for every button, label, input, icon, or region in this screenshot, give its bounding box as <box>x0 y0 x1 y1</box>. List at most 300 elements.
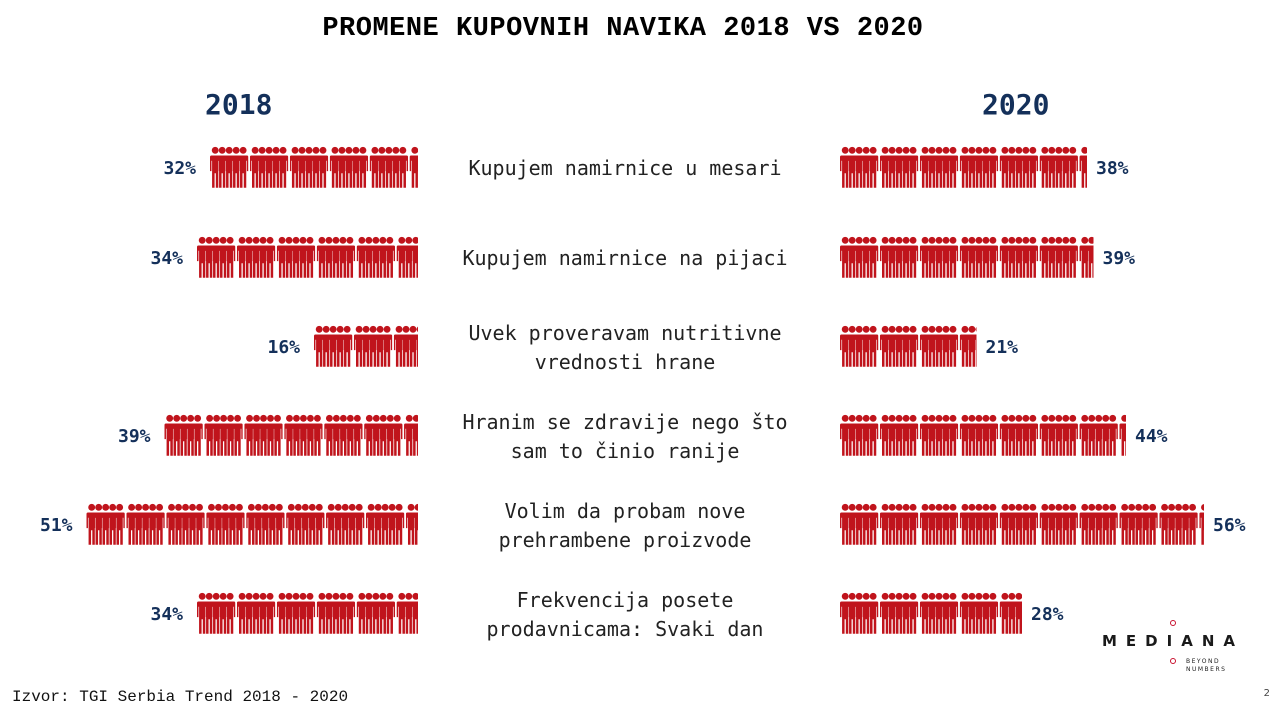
person-icon <box>908 415 918 456</box>
person-icon <box>1040 147 1050 188</box>
person-icon <box>311 147 321 188</box>
person-icon <box>277 593 287 634</box>
person-icon <box>173 504 183 545</box>
person-icon <box>364 237 374 278</box>
person-icon <box>861 415 871 456</box>
person-icon <box>382 326 392 367</box>
person-icon <box>411 593 421 634</box>
person-icon <box>358 147 368 188</box>
person-icon <box>385 593 395 634</box>
person-icon <box>93 504 103 545</box>
person-icon <box>187 504 197 545</box>
person-icon <box>868 147 878 188</box>
person-icon <box>1068 415 1078 456</box>
person-icon <box>166 504 176 545</box>
person-icon <box>894 504 904 545</box>
person-icon <box>894 593 904 634</box>
category-label: Kupujem namirnice na pijaci <box>462 246 788 270</box>
person-icon <box>1014 593 1024 634</box>
person-icon <box>941 593 951 634</box>
person-icon <box>880 504 890 545</box>
person-icon <box>418 237 428 278</box>
person-icon <box>1007 593 1017 634</box>
person-icon <box>192 415 202 456</box>
person-icon <box>894 147 904 188</box>
person-icon <box>1007 504 1017 545</box>
person-icon <box>392 415 402 456</box>
value-label-2018: 39% <box>117 426 151 447</box>
person-icon <box>210 147 220 188</box>
person-icon <box>1087 237 1097 278</box>
person-icon <box>324 237 334 278</box>
person-icon <box>304 147 314 188</box>
person-icon <box>1014 415 1024 456</box>
value-label-2018: 32% <box>163 158 196 179</box>
person-icon <box>246 504 256 545</box>
person-icon <box>861 504 871 545</box>
person-icon <box>250 147 260 188</box>
person-icon <box>974 593 984 634</box>
value-label-2018: 16% <box>267 337 300 358</box>
mediana-logo <box>1098 620 1248 676</box>
person-icon <box>854 415 864 456</box>
person-icon <box>868 237 878 278</box>
person-icon <box>278 147 288 188</box>
person-icon <box>934 504 944 545</box>
person-icon <box>840 593 850 634</box>
year-label-2018: 2018 <box>205 88 273 121</box>
person-icon <box>927 326 937 367</box>
person-icon <box>314 504 324 545</box>
person-icon <box>901 147 911 188</box>
person-icon <box>415 326 425 367</box>
person-icon <box>934 147 944 188</box>
person-icon <box>1007 237 1017 278</box>
person-icon <box>377 147 387 188</box>
person-icon <box>880 147 890 188</box>
category-label: vrednosti hrane <box>534 350 716 374</box>
category-label: Frekvencija posete <box>516 588 734 612</box>
logo-tagline: BEYOND NUMBERS <box>1186 658 1227 673</box>
category-label: sam to činio ranije <box>510 439 740 463</box>
person-icon <box>344 147 354 188</box>
person-icon <box>180 504 190 545</box>
person-icon <box>411 415 421 456</box>
person-icon <box>1087 415 1097 456</box>
person-icon <box>967 593 977 634</box>
person-icon <box>1061 147 1071 188</box>
person-icon <box>331 593 341 634</box>
person-icon <box>840 237 850 278</box>
person-icon <box>868 593 878 634</box>
person-icon <box>218 593 228 634</box>
person-icon <box>333 504 343 545</box>
person-icon <box>385 415 395 456</box>
value-label-2020: 21% <box>985 337 1019 358</box>
person-icon <box>908 147 918 188</box>
person-icon <box>291 415 301 456</box>
person-icon <box>934 237 944 278</box>
person-icon <box>321 326 331 367</box>
person-icon <box>887 326 897 367</box>
person-icon <box>330 147 340 188</box>
category-label: Hranim se zdravije nego što <box>462 410 788 434</box>
person-icon <box>375 326 385 367</box>
person-icon <box>894 326 904 367</box>
person-icon <box>1021 415 1031 456</box>
person-icon <box>217 147 227 188</box>
person-icon <box>948 504 958 545</box>
person-icon <box>154 504 164 545</box>
chart-row <box>40 499 1246 552</box>
person-icon <box>305 237 315 278</box>
person-icon <box>364 415 374 456</box>
person-icon <box>371 415 381 456</box>
person-icon <box>206 504 216 545</box>
logo-wordmark: MEDIANA <box>1102 632 1244 650</box>
person-icon <box>185 415 195 456</box>
person-icon <box>244 415 254 456</box>
bar-2018 <box>314 326 425 367</box>
person-icon <box>920 237 930 278</box>
person-icon <box>847 504 857 545</box>
value-label-2018: 34% <box>150 248 183 269</box>
person-icon <box>340 504 350 545</box>
person-icon <box>244 593 254 634</box>
person-icon <box>1140 504 1150 545</box>
person-icon <box>378 415 388 456</box>
person-icon <box>920 593 930 634</box>
person-icon <box>887 237 897 278</box>
person-icon <box>225 593 235 634</box>
person-icon <box>948 147 958 188</box>
person-icon <box>920 147 930 188</box>
person-icon <box>847 326 857 367</box>
person-icon <box>847 237 857 278</box>
chart-row <box>163 147 1128 188</box>
person-icon <box>417 147 427 188</box>
person-icon <box>385 237 395 278</box>
person-icon <box>408 326 418 367</box>
bar-2020 <box>840 147 1097 188</box>
person-icon <box>960 504 970 545</box>
person-icon <box>345 593 355 634</box>
person-icon <box>927 237 937 278</box>
person-icon <box>1107 415 1117 456</box>
person-icon <box>293 504 303 545</box>
person-icon <box>244 237 254 278</box>
person-icon <box>1133 504 1143 545</box>
person-icon <box>237 237 247 278</box>
person-icon <box>331 415 341 456</box>
person-icon <box>1054 147 1064 188</box>
person-icon <box>927 415 937 456</box>
bar-2020 <box>840 504 1210 545</box>
person-icon <box>264 147 274 188</box>
person-icon <box>1047 504 1057 545</box>
person-icon <box>1054 415 1064 456</box>
person-icon <box>331 237 341 278</box>
person-icon <box>1180 504 1190 545</box>
person-icon <box>297 147 307 188</box>
person-icon <box>1014 237 1024 278</box>
person-icon <box>1014 504 1024 545</box>
bar-2020 <box>840 237 1097 278</box>
person-icon <box>1173 504 1183 545</box>
person-icon <box>901 237 911 278</box>
person-icon <box>840 415 850 456</box>
person-icon <box>894 415 904 456</box>
person-icon <box>371 593 381 634</box>
person-icon <box>345 237 355 278</box>
person-icon <box>267 504 277 545</box>
person-icon <box>286 504 296 545</box>
person-icon <box>338 593 348 634</box>
person-icon <box>272 415 282 456</box>
person-icon <box>967 326 977 367</box>
person-icon <box>854 593 864 634</box>
person-icon <box>1000 415 1010 456</box>
person-icon <box>1094 415 1104 456</box>
person-icon <box>967 147 977 188</box>
person-icon <box>988 593 998 634</box>
person-icon <box>347 504 357 545</box>
person-icon <box>981 504 991 545</box>
person-icon <box>342 326 352 367</box>
person-icon <box>298 237 308 278</box>
person-icon <box>378 593 388 634</box>
bar-2018 <box>210 147 427 188</box>
source-note: Izvor: TGI Serbia Trend 2018 - 2020 <box>12 688 349 706</box>
person-icon <box>1080 147 1090 188</box>
value-label-2020: 44% <box>1135 426 1168 447</box>
person-icon <box>1028 147 1038 188</box>
person-icon <box>840 326 850 367</box>
person-icon <box>364 593 374 634</box>
person-icon <box>391 147 401 188</box>
person-icon <box>920 504 930 545</box>
person-icon <box>920 415 930 456</box>
person-icon <box>291 237 301 278</box>
person-icon <box>335 326 345 367</box>
person-icon <box>1068 504 1078 545</box>
person-icon <box>227 504 237 545</box>
bar-2018 <box>197 237 428 278</box>
person-icon <box>981 147 991 188</box>
person-icon <box>305 593 315 634</box>
person-icon <box>354 504 364 545</box>
person-icon <box>397 237 407 278</box>
person-icon <box>1126 504 1136 545</box>
person-icon <box>894 237 904 278</box>
bar-2020 <box>840 415 1130 456</box>
person-icon <box>868 415 878 456</box>
chart-row <box>267 321 1018 374</box>
person-icon <box>258 593 268 634</box>
person-icon <box>204 593 214 634</box>
person-icon <box>847 415 857 456</box>
person-icon <box>1159 504 1169 545</box>
person-icon <box>197 593 207 634</box>
person-icon <box>1040 504 1050 545</box>
bar-2018 <box>165 415 422 456</box>
chart-title: PROMENE KUPOVNIH NAVIKA 2018 VS 2020 <box>322 14 924 44</box>
person-icon <box>1061 415 1071 456</box>
person-icon <box>351 147 361 188</box>
person-icon <box>847 147 857 188</box>
chart-row <box>118 410 1168 463</box>
person-icon <box>1080 504 1090 545</box>
person-icon <box>211 593 221 634</box>
person-icon <box>927 147 937 188</box>
bar-2020 <box>840 593 1031 634</box>
person-icon <box>1107 504 1117 545</box>
person-icon <box>887 147 897 188</box>
person-icon <box>225 237 235 278</box>
person-icon <box>1061 504 1071 545</box>
person-icon <box>941 237 951 278</box>
person-icon <box>1021 147 1031 188</box>
person-icon <box>941 326 951 367</box>
person-icon <box>861 147 871 188</box>
person-icon <box>345 415 355 456</box>
person-icon <box>880 237 890 278</box>
person-icon <box>868 504 878 545</box>
person-icon <box>1000 147 1010 188</box>
person-icon <box>265 237 275 278</box>
person-icon <box>974 504 984 545</box>
person-icon <box>880 326 890 367</box>
person-icon <box>1021 593 1031 634</box>
person-icon <box>218 237 228 278</box>
person-icon <box>251 415 261 456</box>
person-icon <box>305 415 315 456</box>
person-icon <box>354 326 364 367</box>
person-icon <box>232 415 242 456</box>
person-icon <box>165 415 175 456</box>
person-icon <box>1080 415 1090 456</box>
person-icon <box>948 415 958 456</box>
person-icon <box>974 147 984 188</box>
person-icon <box>908 504 918 545</box>
person-icon <box>1068 237 1078 278</box>
person-icon <box>854 237 864 278</box>
person-icon <box>847 593 857 634</box>
person-icon <box>298 415 308 456</box>
person-icon <box>238 147 248 188</box>
person-icon <box>1000 504 1010 545</box>
page-number: 2 <box>1263 688 1270 699</box>
person-icon <box>258 237 268 278</box>
person-icon <box>840 504 850 545</box>
person-icon <box>1080 237 1090 278</box>
person-icon <box>394 504 404 545</box>
person-icon <box>1094 504 1104 545</box>
value-label-2020: 39% <box>1102 248 1136 269</box>
person-icon <box>967 415 977 456</box>
person-icon <box>384 147 394 188</box>
person-icon <box>1101 415 1111 456</box>
category-label: prehrambene proizvode <box>498 528 752 552</box>
person-icon <box>981 415 991 456</box>
person-icon <box>260 504 270 545</box>
person-icon <box>861 593 871 634</box>
person-icon <box>861 326 871 367</box>
person-icon <box>387 504 397 545</box>
person-icon <box>840 147 850 188</box>
person-icon <box>861 237 871 278</box>
person-icon <box>1047 237 1057 278</box>
person-icon <box>114 504 124 545</box>
person-icon <box>204 237 214 278</box>
person-icon <box>1014 147 1024 188</box>
person-icon <box>371 237 381 278</box>
person-icon <box>271 147 281 188</box>
person-icon <box>901 326 911 367</box>
person-icon <box>258 415 268 456</box>
person-icon <box>204 415 214 456</box>
person-icon <box>87 504 97 545</box>
person-icon <box>312 415 322 456</box>
person-icon <box>213 504 223 545</box>
person-icon <box>934 415 944 456</box>
person-icon <box>368 326 378 367</box>
person-icon <box>225 415 235 456</box>
person-icon <box>941 147 951 188</box>
person-icon <box>328 326 338 367</box>
person-icon <box>868 326 878 367</box>
person-icon <box>887 593 897 634</box>
person-icon <box>218 415 228 456</box>
person-icon <box>1199 504 1209 545</box>
person-icon <box>901 593 911 634</box>
person-icon <box>284 237 294 278</box>
person-icon <box>107 504 117 545</box>
person-icon <box>404 415 414 456</box>
person-icon <box>324 593 334 634</box>
person-icon <box>265 593 275 634</box>
person-icon <box>237 593 247 634</box>
person-icon <box>338 237 348 278</box>
person-icon <box>988 237 998 278</box>
person-icon <box>274 504 284 545</box>
person-icon <box>1021 504 1031 545</box>
person-icon <box>1147 504 1157 545</box>
person-icon <box>880 593 890 634</box>
bar-2018 <box>87 504 424 545</box>
person-icon <box>147 504 157 545</box>
person-icon <box>1028 415 1038 456</box>
person-icon <box>357 237 367 278</box>
person-icon <box>126 504 136 545</box>
chart-row <box>150 237 1135 278</box>
person-icon <box>988 147 998 188</box>
person-icon <box>887 415 897 456</box>
person-icon <box>974 326 984 367</box>
person-icon <box>326 504 336 545</box>
person-icon <box>1000 237 1010 278</box>
person-icon <box>361 326 371 367</box>
person-icon <box>411 237 421 278</box>
person-icon <box>171 415 181 456</box>
chart-row <box>150 588 1063 641</box>
person-icon <box>380 504 390 545</box>
person-icon <box>300 504 310 545</box>
person-icon <box>318 147 328 188</box>
person-icon <box>960 326 970 367</box>
person-icon <box>960 593 970 634</box>
person-icon <box>948 326 958 367</box>
